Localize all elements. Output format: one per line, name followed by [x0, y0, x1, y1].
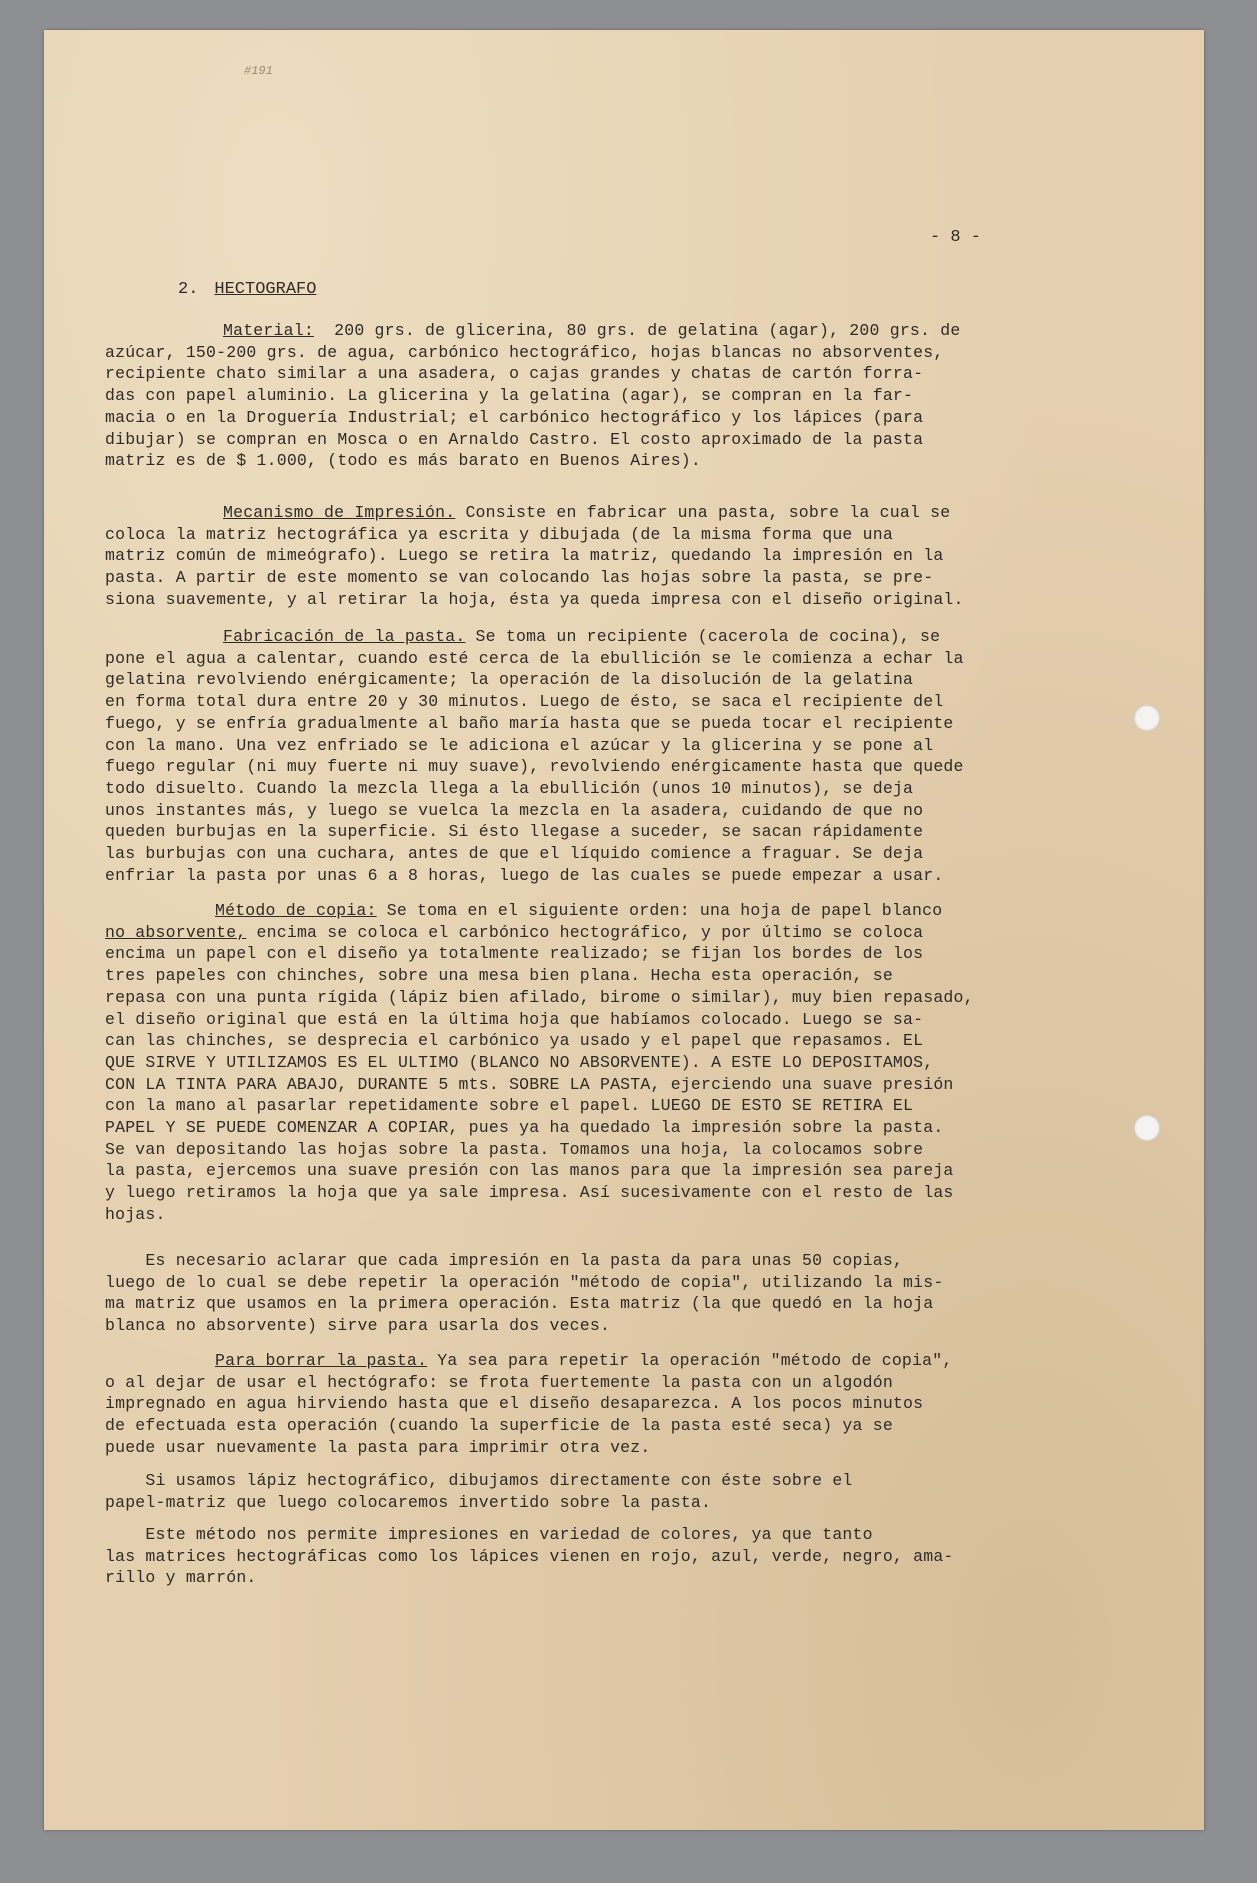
- fabricacion-line-4: fuego, y se enfría gradualmente al baño maría hasta que se pueda tocar el recipiente: [105, 713, 954, 733]
- material-line-6: matriz es de $ 1.000, (todo es más barato en Buenos Aires).: [105, 451, 701, 471]
- fabricacion-line-0: Se toma un recipiente (cacerola de cocina), se: [465, 627, 941, 646]
- fabricacion-line-9: queden burbujas en la superficie. Si ésto llegase a suceder, se sacan rápidamente: [105, 822, 924, 842]
- borrar-line-4: puede usar nuevamente la pasta para imprimir otra vez.: [105, 1437, 651, 1457]
- pencil-mark: #191: [244, 64, 273, 78]
- metodo-label: Método de copia:: [215, 901, 377, 920]
- metodo-second-line: encima se coloca el carbónico hectográfico, y por último se coloca: [246, 922, 924, 942]
- material-line-3: das con papel aluminio. La glicerina y la gelatina (agar), se compran en la far-: [105, 386, 914, 406]
- fabricacion-line-1: pone el agua a calentar, cuando esté cerca de la ebullición se le comienza a echar la: [105, 648, 964, 668]
- fabricacion-line-11: enfriar la pasta por unas 6 a 8 horas, luego de las cuales se puede empezar a usar.: [105, 865, 944, 885]
- section-title: HECTOGRAFO: [214, 280, 317, 299]
- colores-line-2: rillo y marrón.: [105, 1568, 257, 1588]
- metodo-line-11: y luego retiramos la hoja que ya sale impresa. Así sucesivamente con el resto de las: [105, 1183, 954, 1203]
- colores-line-1: las matrices hectográficas como los lápices vienen en rojo, azul, verde, negro, ama-: [105, 1546, 954, 1566]
- borrar-line-3: de efectuada esta operación (cuando la superficie de la pasta esté seca) ya se: [105, 1416, 893, 1436]
- fabricacion-label: Fabricación de la pasta.: [223, 627, 466, 646]
- mecanismo-line-4: siona suavemente, y al retirar la hoja, ésta ya queda impresa con el diseño original.: [105, 589, 964, 609]
- fabricacion-line-8: unos instantes más, y luego se vuelca la mezcla en la asadera, cuidando de que no: [105, 800, 924, 820]
- fabricacion-line-6: fuego regular (ni muy fuerte ni muy suave), revolviendo enérgicamente hasta que quede: [105, 757, 964, 777]
- metodo-line-1: tres papeles con chinches, sobre una mesa bien plana. Hecha esta operación, se: [105, 966, 893, 986]
- metodo-line-3: el diseño original que está en la última hoja que habíamos colocado. Luego se sa-: [105, 1009, 924, 1029]
- metodo-line-8: PAPEL Y SE PUEDE COMENZAR A COPIAR, pues ya ha quedado la impresión sobre la pasta.: [105, 1118, 944, 1138]
- paragraph-colores: [105, 1524, 1115, 1589]
- metodo-line-0: encima un papel con el diseño ya totalmente realizado; se fijan los bordes de los: [105, 944, 924, 964]
- borrar-label: Para borrar la pasta.: [215, 1351, 428, 1370]
- fabricacion-line-7: todo disuelto. Cuando la mezcla llega a la ebullición (unos 10 minutos), se deja: [105, 778, 914, 798]
- metodo-label-cont: no absorvente,: [105, 922, 247, 942]
- page-number: - 8 -: [930, 228, 982, 247]
- material-line-1: azúcar, 150-200 grs. de agua, carbónico hectográfico, hojas blancas no absorventes,: [105, 342, 944, 362]
- material-line-2: recipiente chato similar a una asadera, o cajas grandes y chatas de cartón forra-: [105, 364, 924, 384]
- section-number: 2.: [178, 280, 199, 299]
- metodo-line-10: la pasta, ejercemos una suave presión con las manos para que la impresión sea pareja: [105, 1161, 954, 1181]
- paragraph-mecanismo: [105, 502, 1115, 611]
- metodo-line-6: CON LA TINTA PARA ABAJO, DURANTE 5 mts. SOBRE LA PASTA, ejerciendo una suave presión: [105, 1074, 954, 1094]
- lapiz-line-1: papel-matriz que luego colocaremos invertido sobre la pasta.: [105, 1492, 712, 1512]
- metodo-first-line: Se toma en el siguiente orden: una hoja de papel blanco: [376, 901, 943, 920]
- paragraph-material: [105, 320, 1115, 472]
- material-line-4: macia o en la Droguería Industrial; el carbónico hectográfico y los lápices (para: [105, 407, 924, 427]
- metodo-line-9: Se van depositando las hojas sobre la pasta. Tomamos una hoja, la colocamos sobre: [105, 1139, 924, 1159]
- material-line-0: 200 grs. de glicerina, 80 grs. de gelatina (agar), 200 grs. de: [313, 321, 961, 340]
- mecanismo-line-2: matriz común de mimeógrafo). Luego se retira la matriz, quedando la impresión en la: [105, 546, 944, 566]
- aclaracion-line-2: ma matriz que usamos en la primera operación. Esta matriz (la que quedó en la hoja: [105, 1294, 934, 1314]
- paragraph-fabricacion: [105, 626, 1115, 886]
- mecanismo-line-3: pasta. A partir de este momento se van colocando las hojas sobre la pasta, se pre-: [105, 568, 934, 588]
- borrar-line-0: Ya sea para repetir la operación "método de copia",: [427, 1351, 953, 1370]
- metodo-line-2: repasa con una punta rígida (lápiz bien afilado, birome o similar), muy bien repasado,: [105, 987, 974, 1007]
- material-line-5: dibujar) se compran en Mosca o en Arnaldo Castro. El costo aproximado de la pasta: [105, 429, 924, 449]
- lapiz-line-0: Si usamos lápiz hectográfico, dibujamos directamente con éste sobre el: [105, 1471, 853, 1490]
- mecanismo-label: Mecanismo de Impresión.: [223, 503, 456, 522]
- paragraph-borrar: [105, 1350, 1115, 1459]
- fabricacion-line-10: las burbujas con una cuchara, antes de que el líquido comience a fraguar. Se deja: [105, 844, 924, 864]
- borrar-line-1: o al dejar de usar el hectógrafo: se frota fuertemente la pasta con un algodón: [105, 1372, 893, 1392]
- metodo-line-12: hojas.: [105, 1204, 166, 1224]
- aclaracion-line-0: Es necesario aclarar que cada impresión en la pasta da para unas 50 copias,: [105, 1251, 904, 1270]
- mecanismo-line-0: Consiste en fabricar una pasta, sobre la cual se: [455, 503, 951, 522]
- binder-hole-bottom: [1134, 1115, 1160, 1141]
- fabricacion-line-3: en forma total dura entre 20 y 30 minutos. Luego de ésto, se saca el recipiente del: [105, 692, 944, 712]
- metodo-line-4: can las chinches, se desprecia el carbónico ya usado y el papel que repasamos. EL: [105, 1031, 924, 1051]
- material-label: Material:: [223, 321, 314, 340]
- paragraph-lapiz: [105, 1470, 1115, 1513]
- paragraph-aclaracion: [105, 1250, 1115, 1337]
- fabricacion-line-5: con la mano. Una vez enfriado se le adiciona el azúcar y la glicerina y se pone al: [105, 735, 934, 755]
- binder-hole-top: [1134, 705, 1160, 731]
- section-heading: [178, 280, 316, 299]
- metodo-line-5: QUE SIRVE Y UTILIZAMOS ES EL ULTIMO (BLANCO NO ABSORVENTE). A ESTE LO DEPOSITAMOS,: [105, 1052, 934, 1072]
- paragraph-metodo: [105, 900, 1115, 1226]
- mecanismo-line-1: coloca la matriz hectográfica ya escrita y dibujada (de la misma forma que una: [105, 524, 893, 544]
- metodo-line-7: con la mano al pasarlar repetidamente sobre el papel. LUEGO DE ESTO SE RETIRA EL: [105, 1096, 914, 1116]
- aclaracion-line-1: luego de lo cual se debe repetir la operación "método de copia", utilizando la mis-: [105, 1272, 944, 1292]
- aclaracion-line-3: blanca no absorvente) sirve para usarla dos veces.: [105, 1316, 611, 1336]
- fabricacion-line-2: gelatina revolviendo enérgicamente; la operación de la disolución de la gelatina: [105, 670, 914, 690]
- colores-line-0: Este método nos permite impresiones en variedad de colores, ya que tanto: [105, 1525, 873, 1544]
- borrar-line-2: impregnado en agua hirviendo hasta que el diseño desaparezca. A los pocos minutos: [105, 1394, 924, 1414]
